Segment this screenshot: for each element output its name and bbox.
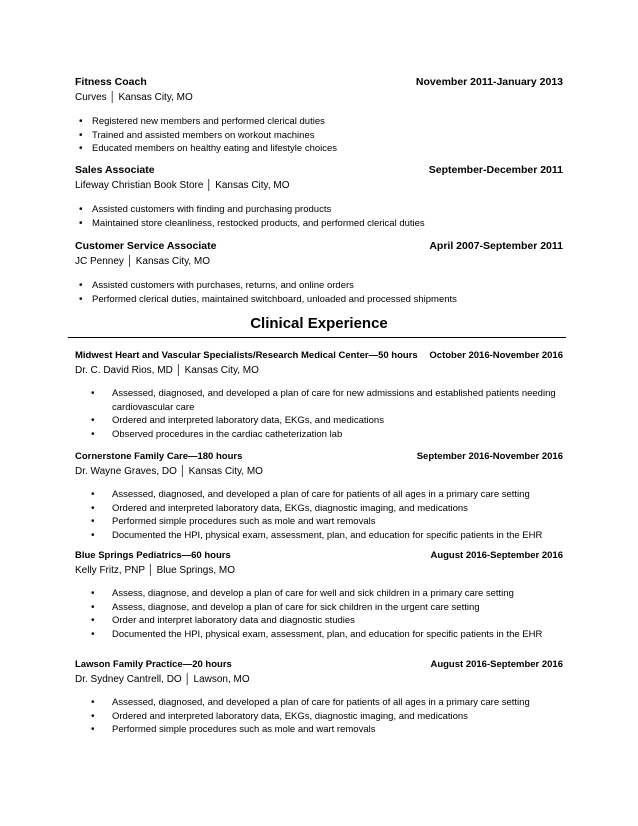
clinical-dates: September 2016-November 2016 <box>416 451 563 462</box>
duty-item: • Assessed, diagnosed, and developed a plan of care for patients of all ages in a primary care setting <box>75 488 563 502</box>
clinical-duties <box>75 488 563 542</box>
duty-item: • Assisted customers with finding and purchasing products <box>75 203 563 217</box>
clinical-entry <box>75 450 563 542</box>
job-header <box>75 163 563 177</box>
duty-item: • Assess, diagnose, and develop a plan of care for sick children in the urgent care setting <box>75 601 563 615</box>
duty-item: • Assessed, diagnosed, and developed a plan of care for new admissions and established patients needing cardiovascular care <box>75 387 563 414</box>
duty-item: • Assessed, diagnosed, and developed a plan of care for patients of all ages in a primary care setting <box>75 696 563 710</box>
duty-item: • Maintained store cleanliness, restocked products, and performed clerical duties <box>75 217 563 231</box>
duty-item: • Order and interpret laboratory data and diagnostic studies <box>75 614 563 628</box>
clinical-preceptor: Kelly Fritz, PNP │ Blue Springs, MO <box>75 565 235 576</box>
clinical-entry <box>75 549 563 641</box>
clinical-duties <box>75 696 563 737</box>
duty-item: • Performed simple procedures such as mole and wart removals <box>75 515 563 529</box>
clinical-header <box>75 658 563 671</box>
duty-item: • Observed procedures in the cardiac catheterization lab <box>75 428 563 442</box>
clinical-duties <box>75 387 563 441</box>
duty-item: • Documented the HPI, physical exam, assessment, plan, and education for specific patients in the EHR <box>75 529 563 543</box>
job-title: Fitness Coach <box>75 76 147 88</box>
job-entry <box>75 75 563 156</box>
duty-item: • Assisted customers with purchases, returns, and online orders <box>75 279 563 293</box>
duty-item: • Registered new members and performed clerical duties <box>75 115 563 129</box>
clinical-site: Blue Springs Pediatrics—60 hours <box>75 550 231 561</box>
job-duties <box>75 115 563 156</box>
job-header <box>75 239 563 253</box>
job-duties <box>75 203 563 230</box>
clinical-site: Lawson Family Practice—20 hours <box>75 659 232 670</box>
job-employer: Lifeway Christian Book Store │ Kansas City, MO <box>75 180 290 191</box>
clinical-preceptor: Dr. Wayne Graves, DO │ Kansas City, MO <box>75 466 263 477</box>
job-employer: JC Penney │ Kansas City, MO <box>75 256 210 267</box>
duty-item: • Ordered and interpreted laboratory data, EKGs, diagnostic imaging, and medications <box>75 502 563 516</box>
clinical-dates: August 2016-September 2016 <box>430 659 563 670</box>
clinical-duties <box>75 587 563 641</box>
duty-item: • Ordered and interpreted laboratory data, EKGs, diagnostic imaging, and medications <box>75 710 563 724</box>
clinical-header <box>75 349 563 362</box>
job-title: Sales Associate <box>75 164 155 176</box>
clinical-preceptor: Dr. C. David Rios, MD │ Kansas City, MO <box>75 365 259 376</box>
job-dates: April 2007-September 2011 <box>429 240 563 252</box>
clinical-entry <box>75 349 563 441</box>
job-duties <box>75 279 563 306</box>
clinical-dates: August 2016-September 2016 <box>430 550 563 561</box>
duty-item: • Documented the HPI, physical exam, assessment, plan, and education for specific patients in the EHR <box>75 628 563 642</box>
duty-item: • Trained and assisted members on workout machines <box>75 129 563 143</box>
clinical-site: Cornerstone Family Care—180 hours <box>75 451 243 462</box>
job-dates: September-December 2011 <box>428 164 563 176</box>
clinical-header <box>75 549 563 562</box>
clinical-preceptor: Dr. Sydney Cantrell, DO │ Lawson, MO <box>75 674 250 685</box>
job-header <box>75 75 563 89</box>
job-employer: Curves │ Kansas City, MO <box>75 92 193 103</box>
section-title: Clinical Experience <box>250 315 388 332</box>
duty-item: • Ordered and interpreted laboratory data, EKGs, and medications <box>75 414 563 428</box>
duty-item: • Performed simple procedures such as mole and wart removals <box>75 723 563 737</box>
clinical-entry <box>75 658 563 737</box>
duty-item: • Assess, diagnose, and develop a plan of care for well and sick children in a primary care setting <box>75 587 563 601</box>
job-dates: November 2011-January 2013 <box>415 76 563 88</box>
duty-item: • Educated members on healthy eating and lifestyle choices <box>75 142 563 156</box>
clinical-site: Midwest Heart and Vascular Specialists/Research Medical Center—50 hours <box>75 350 418 361</box>
clinical-header <box>75 450 563 463</box>
job-entry <box>75 239 563 306</box>
job-entry <box>75 163 563 230</box>
job-title: Customer Service Associate <box>75 240 217 252</box>
clinical-dates: October 2016-November 2016 <box>429 350 563 361</box>
section-divider <box>68 337 566 338</box>
duty-item: • Performed clerical duties, maintained switchboard, unloaded and processed shipments <box>75 293 563 307</box>
